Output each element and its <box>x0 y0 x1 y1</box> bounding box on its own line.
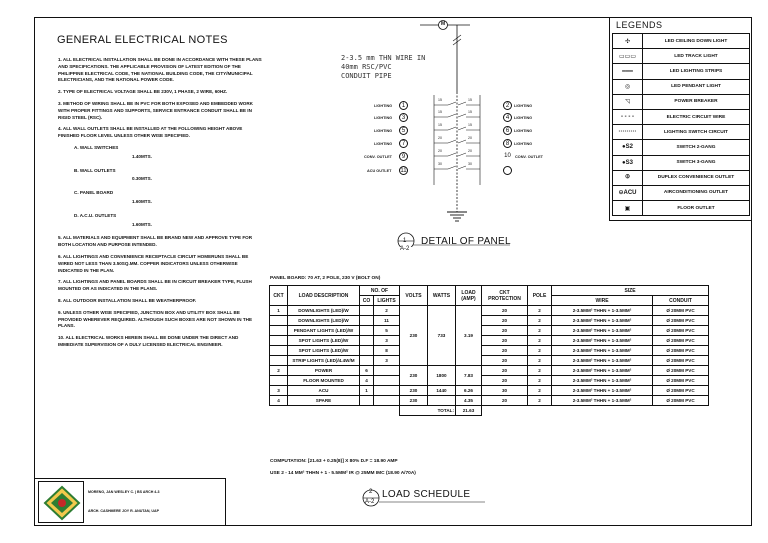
cell-pole: 2 <box>528 356 552 366</box>
legend-label: LED CEILING DOWN LIGHT <box>643 34 750 49</box>
detail-number: 1 <box>403 238 407 244</box>
cell-ckt <box>270 356 288 366</box>
col-wire: WIRE <box>552 296 653 306</box>
col-no-of: NO. OF <box>360 286 400 296</box>
svg-text:15: 15 <box>468 110 472 114</box>
cell-conduit: Ø 20MM PVC <box>653 396 709 406</box>
cell-volts: 230 <box>400 396 428 406</box>
cell-watts: 733 <box>428 306 456 366</box>
cell-prot: 20 <box>482 306 528 316</box>
legend-label: ELECTRIC CIRCUIT WIRE <box>643 109 750 124</box>
cell-desc: STRIP LIGHTS (LED)/4.4W/M <box>288 356 360 366</box>
computation-line: COMPUTATION: [21.63 + 0.25(8)] X 80% D.F = 18.90 AMP <box>270 459 398 464</box>
detail-title: DETAIL OF PANEL <box>421 236 511 247</box>
legend-row <box>613 185 750 200</box>
cell-pole: 2 <box>528 306 552 316</box>
svg-text:15: 15 <box>438 110 442 114</box>
legend-row <box>613 140 750 155</box>
circuit-number: 3 <box>399 113 408 122</box>
circuit-wire-icon: - - - - <box>613 109 643 124</box>
schedule-number: 2 <box>369 489 373 495</box>
cell-pole: 2 <box>528 376 552 386</box>
cell-conduit: Ø 20MM PVC <box>653 336 709 346</box>
cell-wire: 2-3.5MM² THHN + 1-3.5MM² <box>552 306 653 316</box>
legend-table <box>612 33 750 216</box>
cell-prot: 20 <box>482 326 528 336</box>
cell-pole: 2 <box>528 326 552 336</box>
wire-line-2: 40mm RSC/PVC <box>341 63 392 71</box>
col-lights: LIGHTS <box>374 296 400 306</box>
legend-row <box>613 49 750 64</box>
circuit-number: 2 <box>503 101 512 110</box>
cell-pole: 2 <box>528 366 552 376</box>
circuit-label: CONV. OUTLET <box>364 155 392 159</box>
switch-3gang-icon: ●S3 <box>613 155 643 170</box>
cell-co <box>360 346 374 356</box>
note-7: 7. ALL LIGHTINGS AND PANEL BOARDS SHALL BE IN CIRCUIT BREAKER TYPE, FLUSH MOUNTED OR AS INDICATED IN THE PLANS. <box>58 279 252 292</box>
cell-wire: 2-3.5MM² THHN + 1-3.5MM² <box>552 356 653 366</box>
note-8: 8. ALL OUTDOOR INSTALLATION SHALL BE WEATHERPROOF. <box>58 297 197 303</box>
legend-box <box>609 17 752 221</box>
acu-outlet-icon: ⊖ACU <box>613 185 643 200</box>
cell-pole: 2 <box>528 386 552 396</box>
note-9: 9. UNLESS OTHER WISE SPECIFIED, JUNCTION BOX AND UTILITY BOX SHALL BE PROVIDED WHEREVER REQUIRED. ALTHOUGH SUCH BOXES ARE NOT SHOWN IN THE PLANS. <box>58 309 253 329</box>
note-4a-value: 1.40MTS. <box>132 153 152 159</box>
col-pole: POLE <box>528 286 552 306</box>
note-3: 3. METHOD OF WIRING SHALL BE IN PVC FOR BOTH EXPOSED AND EMBEDDED WORK WITH PROPER FITTINGS AND SUPPORTS, SERVICE ENTRANCE CONDUIT SHALL BE IN RIGID STEEL (RSC). <box>58 100 253 120</box>
legend-row <box>613 109 750 124</box>
panel-board-spec: PANEL BOARD: 70 AT, 2 POLE, 230 V (BOLT ON) <box>270 276 381 281</box>
detail-sheet: A-2 <box>400 246 410 252</box>
service-entrance-note <box>341 54 425 81</box>
cell-conduit: Ø 20MM PVC <box>653 356 709 366</box>
cell-conduit: Ø 20MM PVC <box>653 376 709 386</box>
col-conduit: CONDUIT <box>653 296 709 306</box>
cell-co <box>360 336 374 346</box>
legend-row <box>613 34 750 49</box>
legend-label: LED LIGHTING STRIPS <box>643 64 750 79</box>
cell-wire: 2-3.5MM² THHN + 1-3.5MM² <box>552 396 653 406</box>
legend-row <box>613 64 750 79</box>
pendant-light-icon: ◎ <box>613 79 643 94</box>
cell-lights: 3 <box>374 336 400 346</box>
table-row <box>270 336 709 346</box>
circuit-number: 1 <box>399 101 408 110</box>
computation-block <box>270 456 416 480</box>
cell-prot: 20 <box>482 316 528 326</box>
cell-co: 1 <box>360 386 374 396</box>
power-breaker-icon: ◹ <box>613 94 643 109</box>
table-row <box>270 356 709 366</box>
svg-text:30: 30 <box>438 162 442 166</box>
table-row <box>270 316 709 326</box>
cell-amp: 6.26 <box>456 386 482 396</box>
cell-desc: PENDANT LIGHTS (LED)/W <box>288 326 360 336</box>
cell-desc: FLOOR MOUNTED <box>288 376 360 386</box>
svg-text:15: 15 <box>468 123 472 127</box>
cell-co <box>360 306 374 316</box>
load-schedule-table <box>269 285 709 416</box>
cell-amp: 4.35 <box>456 396 482 406</box>
cell-amp: 7.83 <box>456 366 482 386</box>
table-row <box>270 386 709 396</box>
table-row <box>270 376 709 386</box>
cell-lights: 5 <box>374 326 400 336</box>
legend-label: AIRCONDITIONING OUTLET <box>643 185 750 200</box>
schedule-sheet: A-2 <box>365 499 375 505</box>
cell-watts: 1800 <box>428 366 456 386</box>
circuit-number: 4 <box>503 113 512 122</box>
seal-icon <box>39 482 85 524</box>
cell-ckt: 3 <box>270 386 288 396</box>
legend-row <box>613 155 750 170</box>
cell-conduit: Ø 20MM PVC <box>653 366 709 376</box>
cell-desc: POWER <box>288 366 360 376</box>
cell-co: 6 <box>360 366 374 376</box>
track-light-icon: ▭▭▭ <box>613 49 643 64</box>
cell-ckt <box>270 376 288 386</box>
legend-label: SWITCH 3-GANG <box>643 155 750 170</box>
table-row <box>270 396 709 406</box>
note-4: 4. ALL WALL OUTLETS SHALL BE INSTALLED AT THE FOLLOWING HEIGHT ABOVE FINISHED FLOOR LEVEL UNLESS OTHER WISE SPECIFIED. <box>58 126 243 139</box>
student-name: MORENO, JAN WESLEY C. | BS ARCH 4-3 <box>88 490 160 494</box>
note-4d: D. A.C.U. OUTLETS <box>74 212 117 218</box>
instructor-name: ARCH. CASHMERE JOY R. ANUTAN, UAP <box>88 509 160 513</box>
total-row <box>270 406 709 416</box>
svg-text:30: 30 <box>468 162 472 166</box>
circuit-number: 5 <box>399 126 408 135</box>
circuit-number: 6 <box>503 126 512 135</box>
note-4c-value: 1.60MTS. <box>132 198 152 204</box>
cell-prot: 30 <box>482 386 528 396</box>
note-6: 6. ALL LIGHTINGS AND CONVENIENCE RECEPTACLE CIRCUIT HOMERUNS SHALL BE WIRED NOT LESS THAN 3.50SQ.MM. COPPER INDICATORS UNLESS OTHERWISE INDICATED IN THE PLAN. <box>58 253 249 273</box>
legend-label: FLOOR OUTLET <box>643 201 750 216</box>
cell-wire: 2-3.5MM² THHN + 1-3.5MM² <box>552 316 653 326</box>
blank-cell <box>482 406 709 416</box>
circuit-label: LIGHTING <box>514 129 533 133</box>
circuit-label: LIGHTING <box>514 116 533 120</box>
cell-prot: 20 <box>482 376 528 386</box>
note-4d-value: 1.60MTS. <box>132 221 152 227</box>
note-1: 1. ALL ELECTRICAL INSTALLATION SHALL BE DONE IN ACCORDANCE WITH THESE PLANS AND SPECIFICATIONS. THE APPLICABLE PROVISION OF LATEST EDITION OF THE PHILIPPINE ELECTRICAL CODE, THE NATIONAL BUILDING CODE, THE CITY/MUNICIPAL ELECTRICIANS, AND THE NATIONAL POWER CODE. <box>58 57 262 83</box>
wire-line-3: CONDUIT PIPE <box>341 72 392 80</box>
cell-wire: 2-3.5MM² THHN + 1-3.5MM² <box>552 376 653 386</box>
school-logo <box>38 481 84 523</box>
legend-row <box>613 79 750 94</box>
svg-text:20: 20 <box>468 136 472 140</box>
ceiling-light-icon: ✣ <box>613 34 643 49</box>
panel-diagram <box>330 17 533 247</box>
legend-label: DUPLEX CONVENIENCE OUTLET <box>643 170 750 185</box>
circuit-number: 10 <box>504 153 511 159</box>
legend-label: LED TRACK LIGHT <box>643 49 750 64</box>
cell-ckt <box>270 326 288 336</box>
cell-amp: 3.19 <box>456 306 482 366</box>
use-line: USE 2 - 14 MM² THHN + 1 - 5.5MM² IR @ 25MM IMC (18.90 A/70A) <box>270 471 416 476</box>
legend-label: SWITCH 2-GANG <box>643 140 750 155</box>
meter-label: M <box>441 21 446 27</box>
cell-desc: DOWNLIGHTS (LED)/W <box>288 316 360 326</box>
cell-wire: 2-3.5MM² THHN + 1-3.5MM² <box>552 346 653 356</box>
cell-prot: 20 <box>482 346 528 356</box>
cell-wire: 2-3.5MM² THHN + 1-3.5MM² <box>552 366 653 376</box>
cell-prot: 20 <box>482 366 528 376</box>
cell-pole: 2 <box>528 316 552 326</box>
cell-desc: SPARE <box>288 396 360 406</box>
cell-lights: 8 <box>374 346 400 356</box>
legend-row <box>613 170 750 185</box>
cell-lights: 11 <box>374 316 400 326</box>
cell-pole: 2 <box>528 336 552 346</box>
svg-text:20: 20 <box>438 136 442 140</box>
cell-lights <box>374 386 400 396</box>
table-row <box>270 306 709 316</box>
cell-volts: 230 <box>400 366 428 386</box>
table-row <box>270 366 709 376</box>
circuit-number: 8 <box>503 139 512 148</box>
note-4b-value: 0.30MTS. <box>132 176 152 182</box>
circuit-label: LIGHTING <box>514 104 533 108</box>
floor-outlet-icon: ▣ <box>613 201 643 216</box>
cell-ckt: 4 <box>270 396 288 406</box>
cell-co: 4 <box>360 376 374 386</box>
note-10: 10. ALL ELECTRICAL WORKS HEREIN SHALL BE DONE UNDER THE DIRECT AND IMMEDIATE SUPERVISION OF A DULY LICENSED ELECTRICAL ENGINEER. <box>58 335 239 347</box>
cell-watts: 1440 <box>428 386 456 396</box>
cell-volts: 230 <box>400 386 428 396</box>
cell-conduit: Ø 20MM PVC <box>653 326 709 336</box>
col-load: LOAD DESCRIPTION <box>288 286 360 306</box>
blank-cell <box>270 406 400 416</box>
col-watts: WATTS <box>428 286 456 306</box>
col-volts: VOLTS <box>400 286 428 306</box>
svg-text:15: 15 <box>468 98 472 102</box>
circuit-label: LIGHTING <box>514 142 533 146</box>
note-4c: C. PANEL BOARD <box>74 190 114 196</box>
cell-co <box>360 356 374 366</box>
total-label: TOTAL: <box>400 406 456 416</box>
legend-label: POWER BREAKER <box>643 94 750 109</box>
load-schedule-title: LOAD SCHEDULE <box>382 489 471 500</box>
col-co: CO <box>360 296 374 306</box>
note-4a: A. WALL SWITCHES <box>74 144 119 150</box>
wire-line-1: 2-3.5 mm THN WIRE IN <box>341 54 426 62</box>
cell-conduit: Ø 20MM PVC <box>653 306 709 316</box>
cell-co <box>360 326 374 336</box>
cell-prot: 20 <box>482 336 528 346</box>
note-5: 5. ALL MATERIALS AND EQUIPMENT SHALL BE BRAND NEW AND APPROVE TYPE FOR BOTH LOCATION AND PURPOSE INTENDED. <box>58 235 253 248</box>
circuit-label: CONV. OUTLET <box>515 155 543 159</box>
cell-lights <box>374 376 400 386</box>
cell-pole: 2 <box>528 346 552 356</box>
switch-circuit-icon: ········· <box>613 125 643 140</box>
circuit-label: LIGHTING <box>374 104 393 108</box>
circuit-label: LIGHTING <box>374 116 393 120</box>
cell-desc: ACU <box>288 386 360 396</box>
cell-prot: 20 <box>482 356 528 366</box>
cell-volts: 230 <box>400 306 428 366</box>
note-2: 2. TYPE OF ELECTRICAL VOLTAGE SHALL BE 230V, 1 PHASE, 2 WIRE, 60HZ. <box>58 89 228 95</box>
notes-title: GENERAL ELECTRICAL NOTES <box>57 34 228 46</box>
cell-conduit: Ø 20MM PVC <box>653 386 709 396</box>
table-row <box>270 326 709 336</box>
legend-label: LED PENDANT LIGHT <box>643 79 750 94</box>
general-notes <box>58 57 263 354</box>
cell-ckt: 1 <box>270 306 288 316</box>
col-ckt: CKT <box>270 286 288 306</box>
cell-ckt <box>270 336 288 346</box>
cell-desc: SPOT LIGHTS (LED)/W <box>288 346 360 356</box>
circuit-label: LIGHTING <box>374 142 393 146</box>
note-4b: B. WALL OUTLETS <box>74 167 116 173</box>
legend-row <box>613 94 750 109</box>
svg-text:20: 20 <box>438 149 442 153</box>
light-strip-icon: ━━━ <box>613 64 643 79</box>
cell-wire: 2-3.5MM² THHN + 1-3.5MM² <box>552 386 653 396</box>
circuit-number: 7 <box>399 139 408 148</box>
col-protection: CKT PROTECTION <box>482 286 528 306</box>
cell-ckt <box>270 346 288 356</box>
total-value: 21.63 <box>456 406 482 416</box>
circuit-number: 9 <box>399 152 408 161</box>
cell-ckt: 2 <box>270 366 288 376</box>
cell-pole: 2 <box>528 396 552 406</box>
circuit-number: 11 <box>400 168 407 174</box>
cell-lights: 2 <box>374 306 400 316</box>
cell-co <box>360 316 374 326</box>
cell-co <box>360 396 374 406</box>
spare-circuit-icon <box>503 166 512 175</box>
legend-label: LIGHTING SWITCH CIRCUIT <box>643 125 750 140</box>
cell-ckt <box>270 316 288 326</box>
svg-text:15: 15 <box>438 123 442 127</box>
circuit-label: LIGHTING <box>374 129 393 133</box>
svg-text:20: 20 <box>468 149 472 153</box>
cell-watts <box>428 396 456 406</box>
col-size: SIZE <box>552 286 709 296</box>
cell-lights <box>374 366 400 376</box>
table-row <box>270 346 709 356</box>
legend-title: LEGENDS <box>616 20 663 30</box>
legend-row <box>613 201 750 216</box>
circuit-label: ACU OUTLET <box>367 169 392 173</box>
svg-text:15: 15 <box>438 98 442 102</box>
switch-2gang-icon: ●S2 <box>613 140 643 155</box>
cell-wire: 2-3.5MM² THHN + 1-3.5MM² <box>552 326 653 336</box>
cell-wire: 2-3.5MM² THHN + 1-3.5MM² <box>552 336 653 346</box>
duplex-outlet-icon: ⦶ <box>613 170 643 185</box>
cell-lights: 3 <box>374 356 400 366</box>
cell-conduit: Ø 20MM PVC <box>653 316 709 326</box>
col-amp: LOAD (AMP) <box>456 286 482 306</box>
cell-desc: DOWNLIGHTS (LED)/W <box>288 306 360 316</box>
cell-conduit: Ø 20MM PVC <box>653 346 709 356</box>
legend-row <box>613 125 750 140</box>
cell-lights <box>374 396 400 406</box>
cell-prot: 20 <box>482 396 528 406</box>
cell-desc: SPOT LIGHTS (LED)/W <box>288 336 360 346</box>
